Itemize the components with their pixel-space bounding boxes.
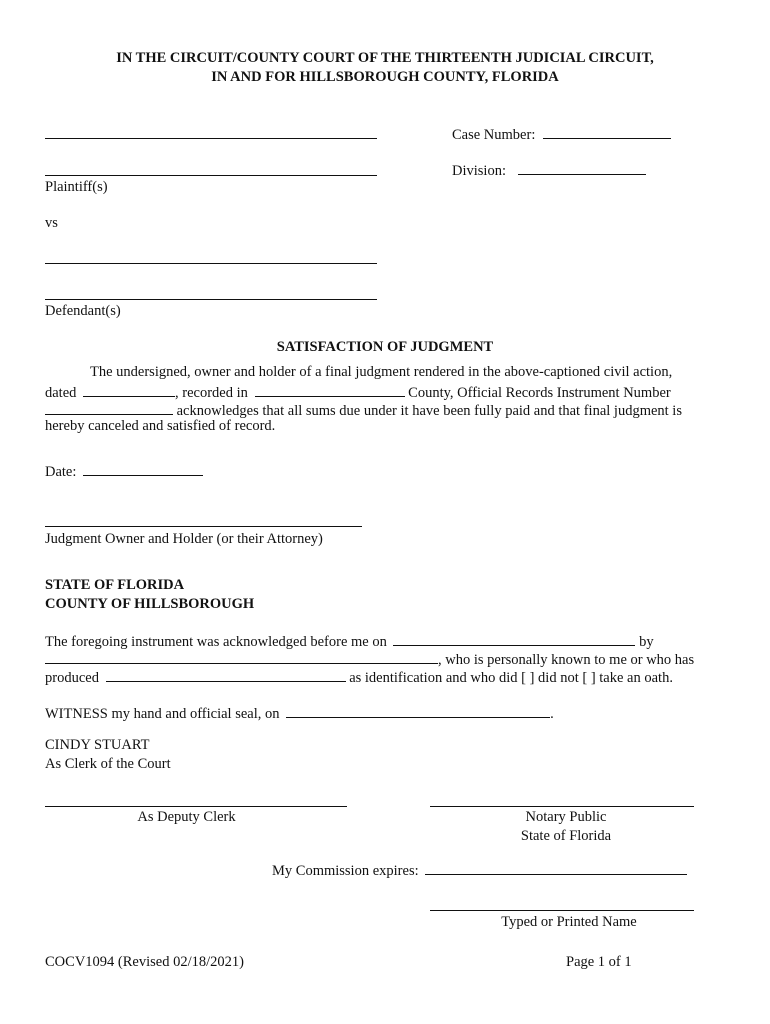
ack-line-3	[45, 667, 673, 687]
recorded-label: , recorded in	[175, 385, 248, 401]
case-number-blank[interactable]	[543, 124, 671, 139]
witness-end: .	[550, 706, 554, 722]
date-field	[45, 461, 203, 481]
typed-name-line[interactable]	[430, 910, 694, 911]
ack-line-1-end: by	[639, 634, 654, 650]
ack-date-blank[interactable]	[393, 631, 635, 646]
notary-signature-line[interactable]	[430, 806, 694, 807]
dated-blank[interactable]	[83, 382, 175, 397]
division-label: Division:	[452, 163, 506, 179]
clerk-name: CINDY STUART	[45, 737, 150, 753]
body-line-1: The undersigned, owner and holder of a final judgment rendered in the above-captioned civil action,	[90, 364, 673, 380]
witness-line	[45, 703, 554, 723]
date-blank[interactable]	[83, 461, 203, 476]
division-field	[452, 160, 646, 180]
commission-field	[272, 860, 687, 880]
page-number: Page 1 of 1	[566, 954, 632, 970]
ack-name-blank[interactable]	[45, 649, 438, 664]
form-id: COCV1094 (Revised 02/18/2021)	[45, 954, 244, 970]
ack-line-1-start: The foregoing instrument was acknowledged before me on	[45, 634, 387, 650]
date-label: Date:	[45, 464, 77, 480]
defendant-line-1[interactable]	[45, 263, 377, 264]
plaintiff-line-1[interactable]	[45, 138, 377, 139]
notary-line-1: Notary Public	[525, 809, 607, 825]
witness-label: WITNESS my hand and official seal, on	[45, 706, 280, 722]
commission-label: My Commission expires:	[272, 863, 419, 879]
typed-name-label: Typed or Printed Name	[501, 914, 637, 930]
body-line-3	[45, 400, 682, 420]
venue-county: COUNTY OF HILLSBOROUGH	[45, 596, 255, 612]
body-line-2	[45, 382, 671, 402]
ack-line-3-start: produced	[45, 670, 99, 686]
county-label: County, Official Records Instrument Number	[408, 385, 671, 401]
owner-signature-line[interactable]	[45, 526, 362, 527]
county-blank[interactable]	[255, 382, 405, 397]
deputy-clerk-label: As Deputy Clerk	[137, 809, 236, 825]
court-header-line1: IN THE CIRCUIT/COUNTY COURT OF THE THIRTEENTH JUDICIAL CIRCUIT,	[116, 50, 654, 66]
body-line-3-text: acknowledges that all sums due under it have been fully paid and that final judgment is	[176, 403, 682, 419]
ack-line-3-end: as identification and who did [ ] did not [ ] take an oath.	[349, 670, 673, 686]
ack-line-1	[45, 631, 654, 651]
venue-state: STATE OF FLORIDA	[45, 577, 185, 593]
vs-label: vs	[45, 215, 58, 231]
instrument-number-blank[interactable]	[45, 400, 173, 415]
notary-line-2: State of Florida	[520, 828, 612, 844]
defendant-label: Defendant(s)	[45, 303, 121, 319]
document-title: SATISFACTION OF JUDGMENT	[276, 339, 494, 355]
dated-label: dated	[45, 385, 77, 401]
witness-date-blank[interactable]	[286, 703, 550, 718]
case-number-label: Case Number:	[452, 127, 536, 143]
commission-blank[interactable]	[425, 860, 687, 875]
court-header-line2: IN AND FOR HILLSBOROUGH COUNTY, FLORIDA	[211, 69, 559, 85]
deputy-clerk-signature-line[interactable]	[45, 806, 347, 807]
ack-line-2-end: , who is personally known to me or who has	[438, 652, 695, 668]
body-line-4: hereby canceled and satisfied of record.	[45, 418, 276, 434]
clerk-title: As Clerk of the Court	[45, 756, 171, 772]
defendant-line-2[interactable]	[45, 299, 377, 300]
plaintiff-line-2[interactable]	[45, 175, 377, 176]
division-blank[interactable]	[518, 160, 646, 175]
owner-signature-label: Judgment Owner and Holder (or their Attorney)	[45, 531, 323, 547]
case-number-field	[452, 124, 671, 144]
ack-id-blank[interactable]	[106, 667, 346, 682]
ack-line-2	[45, 649, 694, 669]
plaintiff-label: Plaintiff(s)	[45, 179, 108, 195]
